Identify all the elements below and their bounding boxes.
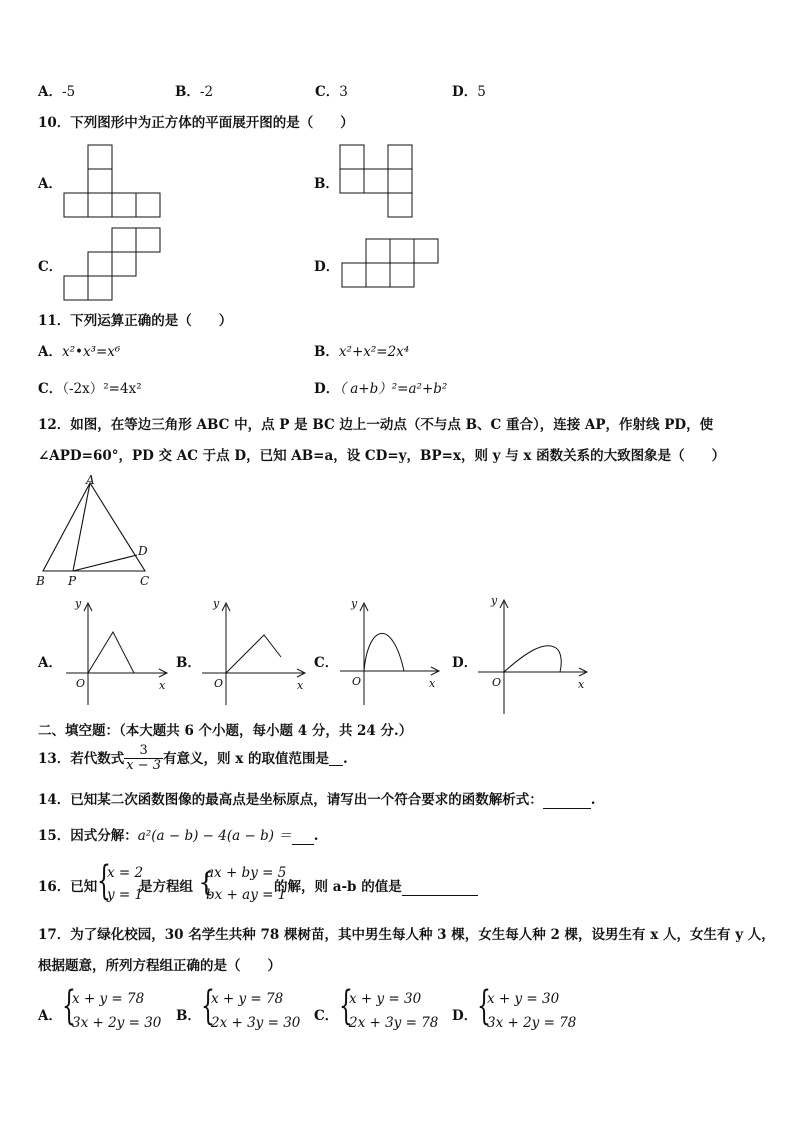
q16-answer-blank bbox=[402, 881, 478, 896]
svg-text:y: y bbox=[491, 594, 498, 607]
q16-prefix: 16．已知 bbox=[38, 879, 98, 895]
q16-brace-solution: { bbox=[97, 858, 111, 904]
q11-option-a: A．x²•x³=x⁶ bbox=[38, 344, 121, 360]
q9-option-b: B．-2 bbox=[175, 84, 214, 100]
q17-label-d: D． bbox=[452, 1008, 478, 1024]
ray-pd bbox=[73, 555, 137, 571]
q17-label-c: C． bbox=[314, 1008, 339, 1024]
svg-text:x: x bbox=[578, 678, 585, 691]
q17-system-b: x + y = 78 2x + 3y = 30 bbox=[211, 991, 301, 1031]
q17-brace-a: { bbox=[62, 983, 76, 1029]
q16-brace-system: { bbox=[198, 868, 215, 898]
svg-text:x: x bbox=[297, 679, 304, 692]
q13-answer-blank bbox=[329, 751, 343, 766]
curve-b bbox=[226, 635, 281, 673]
q15-answer-blank bbox=[292, 830, 314, 845]
q11-option-c: C．（-2x）²=4x² bbox=[38, 381, 142, 397]
q16-mid: 是方程组 bbox=[139, 879, 193, 895]
q17-label-b: B． bbox=[176, 1008, 201, 1024]
q17-line2: 根据题意，所列方程组正确的是（ ） bbox=[38, 958, 281, 974]
svg-text:O: O bbox=[214, 677, 224, 690]
curve-d bbox=[504, 646, 561, 672]
svg-text:y: y bbox=[75, 597, 82, 610]
q12-stem-line1: 12．如图，在等边三角形 ABC 中，点 P 是 BC 边上一动点（不与点 B、C 重合），连接 AP，作射线 PD，使 bbox=[38, 417, 714, 433]
q12-label-b: B． bbox=[176, 655, 201, 671]
q13-fraction: $\frac{3}{x - 3}$ bbox=[126, 743, 162, 773]
q17-system-d: x + y = 30 3x + 2y = 78 bbox=[487, 991, 577, 1031]
point-a-label: A bbox=[86, 473, 95, 487]
q14: 14．已知某二次函数图像的最高点是坐标原点，请写出一个符合要求的函数解析式： . bbox=[38, 792, 596, 808]
q15: 15．因式分解：a²(a − b) − 4(a − b) ＝ . bbox=[38, 828, 319, 844]
q11-stem: 11．下列运算正确的是（ ） bbox=[38, 313, 233, 329]
q17-line1: 17．为了绿化校园，30 名学生共种 78 棵树苗，其中男生每人种 3 棵，女生每人种 2 棵，设男生有 x 人，女生有 y 人， bbox=[38, 927, 775, 943]
q12-label-a: A． bbox=[38, 655, 62, 671]
curve-c bbox=[364, 633, 404, 671]
q9-option-a: A．-5 bbox=[38, 84, 76, 100]
q16-system: ax + by = 5 bx + ay = 1 bbox=[206, 865, 287, 903]
q12-label-c: C． bbox=[314, 655, 339, 671]
q17-system-a: x + y = 78 3x + 2y = 30 bbox=[72, 991, 162, 1031]
section-heading-fill-in: 二、填空题：（本大题共 6 个小题，每小题 4 分，共 24 分.） bbox=[38, 723, 413, 739]
q16-suffix: 的解，则 a-b 的值是 bbox=[274, 878, 478, 896]
q17-brace-d: { bbox=[477, 983, 491, 1029]
svg-text:O: O bbox=[352, 675, 362, 688]
triangle-abc bbox=[43, 483, 145, 571]
q11-option-d: D．（ a+b）²=a²+b² bbox=[314, 381, 448, 397]
svg-text:x: x bbox=[429, 677, 436, 690]
point-b-label: B bbox=[36, 574, 45, 588]
cube-net-d bbox=[340, 237, 442, 291]
point-d-label: D bbox=[138, 544, 148, 558]
graph-option-b bbox=[196, 597, 311, 715]
triangle-figure bbox=[33, 473, 158, 591]
q16-solution: x = 2 y = 1 bbox=[107, 865, 144, 903]
q17-system-c: x + y = 30 2x + 3y = 78 bbox=[349, 991, 439, 1031]
svg-text:O: O bbox=[76, 677, 86, 690]
cube-net-c bbox=[62, 226, 164, 302]
cube-net-a bbox=[62, 143, 164, 219]
svg-text:x: x bbox=[159, 679, 166, 692]
q12-stem-line2: ∠APD=60°，PD 交 AC 于点 D，已知 AB=a，设 CD=y，BP=x，则 y 与 x 函数关系的大致图象是（ ） bbox=[38, 448, 726, 464]
q10-label-a: A． bbox=[38, 176, 62, 192]
q17-brace-b: { bbox=[201, 983, 215, 1029]
point-p-label: P bbox=[68, 574, 77, 588]
q10-label-d: D． bbox=[314, 259, 340, 275]
point-c-label: C bbox=[140, 574, 150, 588]
q9-option-d: D．5 bbox=[452, 84, 486, 100]
segment-ap bbox=[73, 483, 90, 571]
q14-answer-blank bbox=[543, 794, 591, 809]
q9-option-c: C．3 bbox=[315, 84, 348, 100]
q10-label-c: C． bbox=[38, 259, 63, 275]
q10-label-b: B． bbox=[314, 176, 339, 192]
q17-label-a: A． bbox=[38, 1008, 62, 1024]
cube-net-b bbox=[338, 143, 416, 219]
graph-option-d bbox=[474, 594, 592, 718]
graph-option-a bbox=[58, 597, 173, 715]
svg-text:y: y bbox=[213, 597, 220, 610]
svg-text:y: y bbox=[351, 597, 358, 610]
q13: 13．若代数式 $\frac{3}{x - 3}$ 有意义，则 x 的取值范围是 . bbox=[38, 743, 348, 773]
q12-label-d: D． bbox=[452, 655, 478, 671]
svg-text:O: O bbox=[492, 676, 502, 689]
q17-brace-c: { bbox=[339, 983, 353, 1029]
graph-option-c bbox=[334, 597, 444, 715]
q11-option-b: B．x²+x²=2x⁴ bbox=[314, 344, 410, 360]
curve-a bbox=[88, 632, 134, 673]
q10-stem: 10．下列图形中为正方体的平面展开图的是（ ） bbox=[38, 115, 354, 131]
